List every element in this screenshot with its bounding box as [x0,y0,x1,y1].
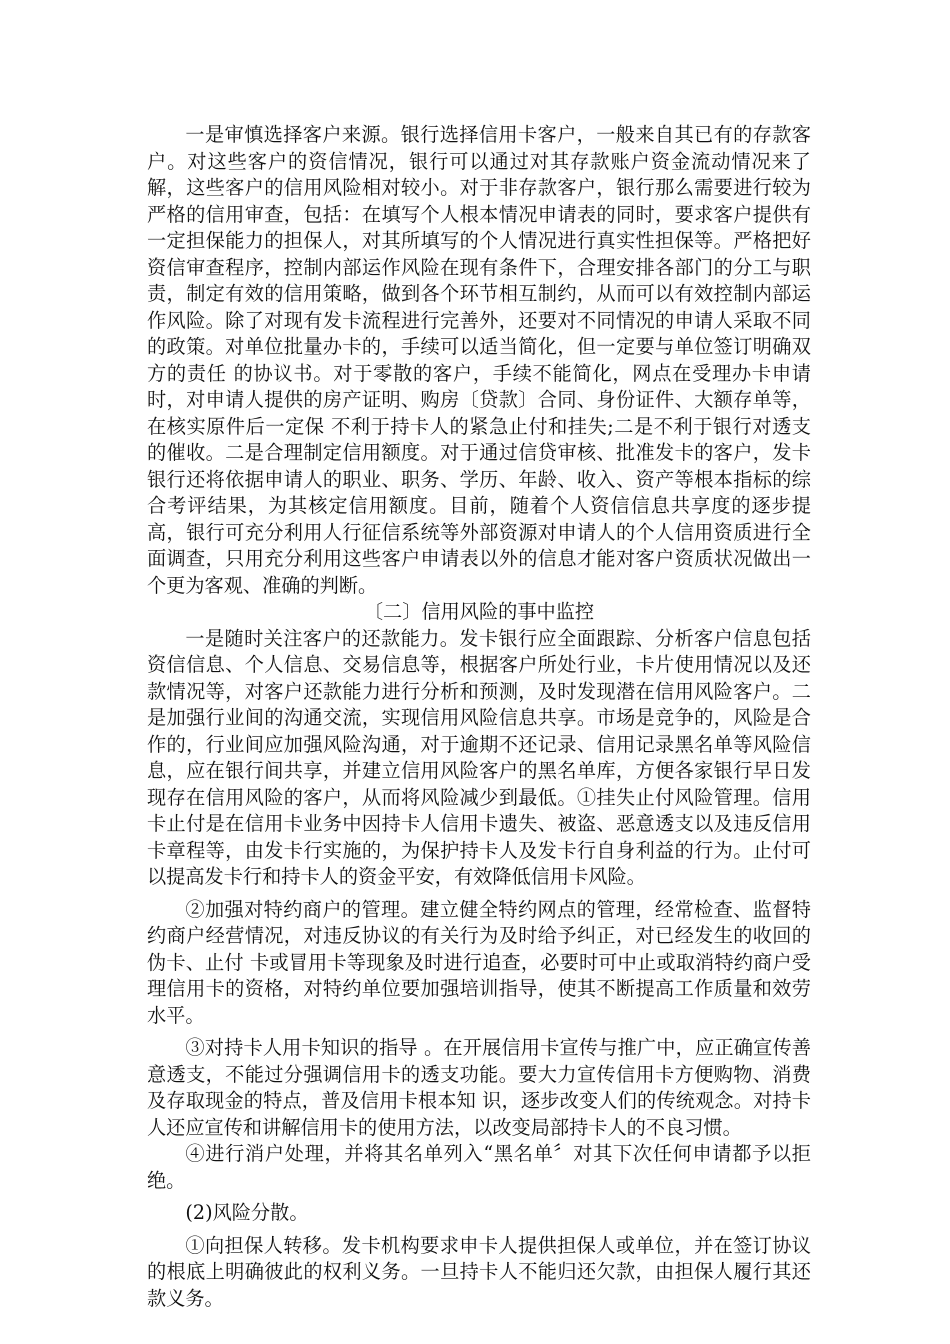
paragraph-guarantor-transfer: ①向担保人转移。发卡机构要求申卡人提供担保人或单位，并在签订协议的根底上明确彼此的权利义务。一旦持卡人不能归还欠款，由担保人履行其还款义务。 [147,1233,811,1310]
paragraph-blacklist: ④进行消户处理，并将其名单列入“黑名单〞对其下次任何申请都予以拒绝。 [147,1142,811,1192]
paragraph-merchant-management: ②加强对特约商户的管理。建立健全特约网点的管理，经常检查、监督特约商户经营情况，对违反协议的有关行为及时给予纠正，对已经发生的收回的伪卡、止付 卡或冒用卡等现象及时进行追查，必要时可中止或取消特约商户受理信用卡的资格，对特约单位要加强培训指导，使其不断提高工作质量和效劳水平。 [147,897,811,1027]
document-body [147,122,811,1312]
paragraph-customer-selection: 一是审慎选择客户来源。银行选择信用卡客户，一般来自其已有的存款客户。对这些客户的资信情况，银行可以通过对其存款账户资金流动情况来了解，这些客户的信用风险相对较小。对于非存款客户，银行那么需要进行较为严格的信用审查，包括：在填写个人根本情况申请表的同时，要求客户提供有一定担保能力的担保人，对其所填写的个人情况进行真实性担保等。严格把好资信审查程序，控制内部运作风险在现有条件下，合理安排各部门的分工与职责，制定有效的信用策略，做到各个环节相互制约，从而可以有效控制内部运 作风险。除了对现有发卡流程进行完善外，还要对不同情况的申请人采取不同的政策。对单位批量办卡的，手续可以适当简化，但一定要与单位签订明确双方的责任 的协议书。对于零散的客户，手续不能简化，网点在受理办卡申请时，对申请人提供的房产证明、购房〔贷款〕合同、身份证件、大额存单等，在核实原件后一定保 不利于持卡人的紧急止付和挂失;二是不利于银行对透支的催收。二是合理制定信用额度。对于通过信贷审核、批准发卡的客户，发卡银行还将依据申请人的职业、职务、学历、年龄、收入、资产等根本指标的综合考评结果，为其核定信用额度。目前，随着个人资信信息共享度的逐步提高，银行可充分利用人行征信系统等外部资源对申请人的个人信用资质进行全面调查，只用充分利用这些客户申请表以外的信息才能对客户资质状况做出一个更为客观、准确的判断。 [147,123,811,597]
paragraph-risk-diversification: (2)风险分散。 [185,1201,309,1224]
paragraph-repayment-monitoring: 一是随时关注客户的还款能力。发卡银行应全面跟踪、分析客户信息包括资信信息、个人信息、交易信息等，根据客户所处行业，卡片使用情况以及还款情况等，对客户还款能力进行分析和预测，及时发现潜在信用风险客户。二是加强行业间的沟通交流，实现信用风险信息共享。市场是竞争的，风险是合作的，行业间应加强风险沟通，对于逾期不还记录、信用记录黑名单等风险信息，应在银行间共享，并建立信用风险客户的黑名单库，方便各家银行早日发现存在信用风险的客户，从而将风险减少到最低。①挂失止付风险管理。信用卡止付是在信用卡业务中因持卡人信用卡遗失、被盗、恶意透支以及违反信用卡章程等，由发卡行实施的，为保护持卡人及发卡行自身利益的行为。止付可以提高发卡行和持卡人的资金平安，有效降低信用卡风险。 [147,626,811,888]
paragraph-cardholder-guidance: ③对持卡人用卡知识的指导 。在开展信用卡宣传与推广中，应正确宣传善意透支，不能过分强调信用卡的透支功能。要大力宣传信用卡方便购物、消费及存取现金的特点，普及信用卡根本知 识，逐步改变人们的传统观念。对持卡人还应宣传和讲解信用卡的使用方法，以改变局部持卡人的不良习惯。 [147,1036,811,1139]
section-heading: 〔二〕信用风险的事中监控 [363,600,595,623]
